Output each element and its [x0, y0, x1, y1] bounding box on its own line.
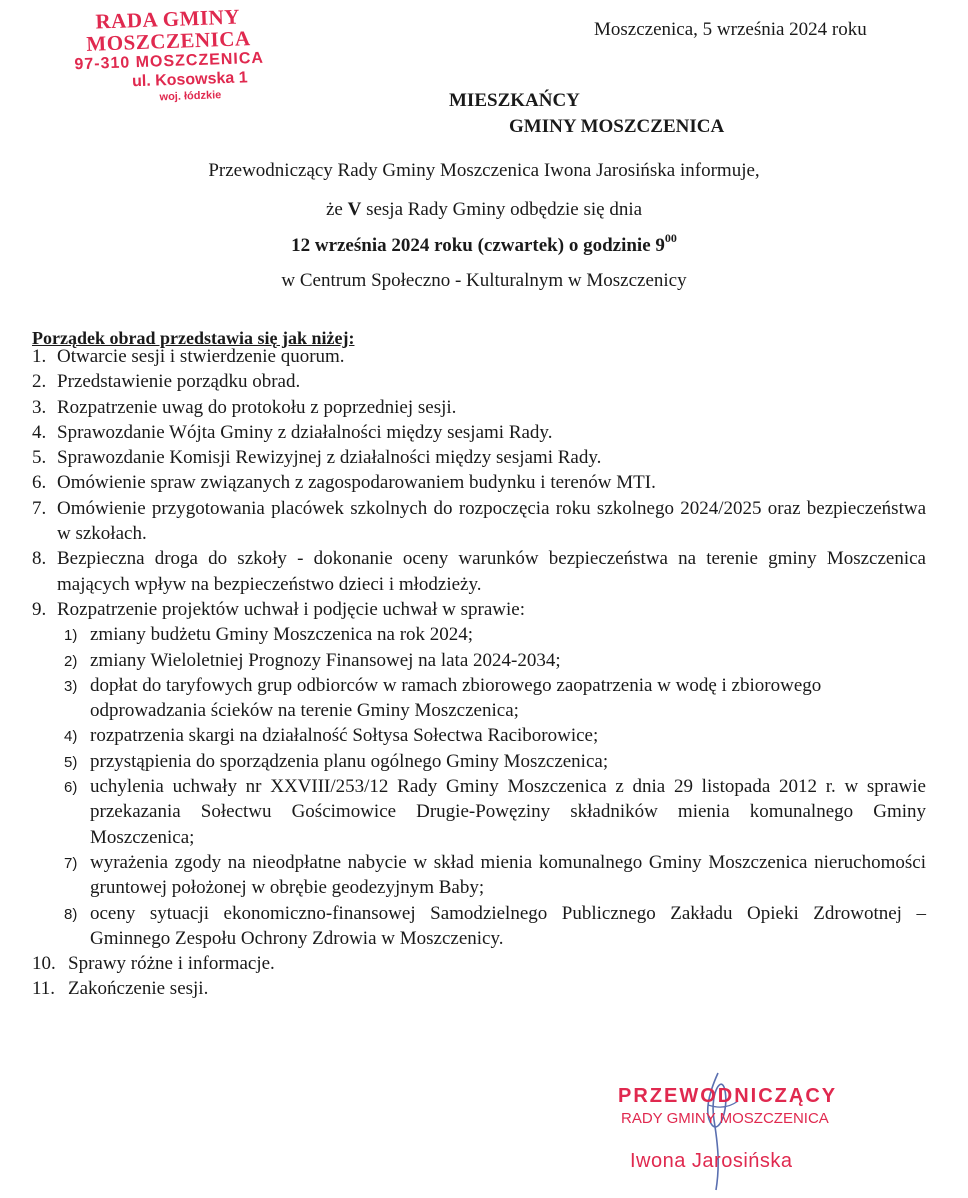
- subitem-text: dopłat do taryfowych grup odbiorców w ramach zbiorowego zaopatrzenia w wodę i zbiorowego odprowadzania ścieków na terenie Gminy Moszczenica;: [90, 674, 822, 722]
- item-text: Sprawozdanie Wójta Gminy z działalności między sesjami Rady.: [57, 421, 553, 443]
- stamp-line-3: ul. Kosowska 1: [131, 69, 248, 91]
- agenda-subitem: [32, 648, 926, 673]
- announcement-line-1: Przewodniczący Rady Gminy Moszczenica Iwona Jarosińska informuje,: [208, 160, 760, 181]
- item-number: 4.: [32, 421, 47, 443]
- agenda-subitem: [32, 850, 926, 901]
- subitem-number: 6): [64, 779, 78, 797]
- stamp-line-4: woj. łódzkie: [159, 89, 222, 104]
- agenda-subitem: [32, 622, 926, 647]
- stamp-line-1: RADA GMINY MOSZCZENICA: [85, 4, 251, 56]
- item-text: Bezpieczna droga do szkoły - dokonanie oceny warunków bezpieczeństwa na terenie gminy Moszczenica mających wpływ na bezpieczeństwo dzieci i młodzieży.: [57, 548, 926, 595]
- agenda-subitem: [32, 901, 926, 952]
- item-text: Otwarcie sesji i stwierdzenie quorum.: [57, 346, 345, 367]
- title-line-1: MIESZKAŃCY: [449, 90, 580, 111]
- title-line-2: GMINY MOSZCZENICA: [509, 116, 725, 137]
- agenda-item: [32, 420, 926, 445]
- agenda-heading: Porządek obrad przedstawia się jak niżej:: [32, 328, 355, 348]
- item-text: Omówienie przygotowania placówek szkolnych do rozpoczęcia roku szkolnego 2024/2025 oraz bezpieczeństwa w szkołach.: [57, 497, 926, 545]
- item-number: 8.: [32, 548, 47, 570]
- agenda-item: [32, 369, 926, 394]
- subitem-text: oceny sytuacji ekonomiczno-finansowej Samodzielnego Publicznego Zakładu Opieki Zdrowotnej – Gminnego Zespołu Ochrony Zdrowia w Moszczenicy.: [90, 902, 926, 949]
- item-number: 7.: [32, 497, 47, 519]
- subitem-text: wyrażenia zgody na nieodpłatne nabycie w skład mienia komunalnego Gminy Moszczenica nieruchomości gruntowej położonej w obrębie geodezyjnym Baby;: [90, 851, 926, 899]
- agenda-item: [32, 344, 926, 369]
- item-text: Sprawy różne i informacje.: [68, 953, 275, 975]
- item-number: 10.: [32, 953, 56, 975]
- council-stamp: [32, 3, 305, 108]
- item-number: 11.: [32, 978, 56, 1000]
- subitem-number: 1): [64, 627, 78, 645]
- agenda-item: [32, 496, 926, 547]
- agenda-subitem: [32, 673, 926, 724]
- session-number: V: [347, 199, 362, 220]
- subitem-text: rozpatrzenia skargi na działalność Sołtysa Sołectwa Raciborowice;: [90, 725, 599, 747]
- session-location: w Centrum Społeczno - Kulturalnym w Moszczenicy: [281, 270, 687, 291]
- subitem-number: 8): [64, 905, 78, 923]
- session-time-minutes: 00: [664, 231, 677, 245]
- item-text: Rozpatrzenie projektów uchwał i podjęcie uchwał w sprawie:: [57, 598, 525, 620]
- item-text: Omówienie spraw związanych z zagospodarowaniem budynku i terenów MTI.: [57, 472, 656, 494]
- subitem-number: 7): [64, 854, 78, 872]
- item-number: 9.: [32, 598, 47, 620]
- item-number: 6.: [32, 472, 47, 494]
- subitem-number: 5): [64, 753, 78, 771]
- session-date-text: 12 września 2024 roku (czwartek) o godzinie 9: [291, 235, 665, 256]
- chairman-stamp-council: RADY GMINY MOSZCZENICA: [621, 1110, 829, 1127]
- agenda-item: [32, 546, 926, 597]
- agenda-subitem: [32, 749, 926, 774]
- agenda-list: [32, 344, 926, 1002]
- item-number: 1.: [32, 346, 47, 367]
- item-number: 3.: [32, 396, 47, 418]
- chairman-stamp-name: Iwona Jarosińska: [630, 1150, 793, 1172]
- item-text: Zakończenie sesji.: [68, 978, 209, 1000]
- item-number: 5.: [32, 447, 47, 469]
- place-date: Moszczenica, 5 września 2024 roku: [594, 19, 867, 40]
- subitem-number: 4): [64, 728, 78, 746]
- agenda-item: [32, 976, 926, 1001]
- chairman-stamp-title: PRZEWODNICZĄCY: [618, 1085, 838, 1107]
- subitem-text: uchylenia uchwały nr XXVIII/253/12 Rady Gminy Moszczenica z dnia 29 listopada 2012 r. w sprawie przekazania Sołectwu Gościmowice Drugie-Powęziny składników mienia komunalnego Gminy Moszczenica;: [90, 776, 926, 848]
- agenda-item: [32, 445, 926, 470]
- item-number: 2.: [32, 371, 47, 393]
- agenda-item: [32, 597, 926, 622]
- subitem-text: zmiany budżetu Gminy Moszczenica na rok 2024;: [90, 624, 474, 646]
- line2-suffix: sesja Rady Gminy odbędzie się dnia: [361, 199, 643, 220]
- subitem-number: 2): [64, 652, 78, 670]
- subitem-text: przystąpienia do sporządzenia planu ogólnego Gminy Moszczenica;: [90, 750, 609, 772]
- agenda-item: [32, 951, 926, 976]
- agenda-subitem: [32, 723, 926, 748]
- agenda-subitem: [32, 774, 926, 850]
- item-text: Sprawozdanie Komisji Rewizyjnej z działalności między sesjami Rady.: [57, 447, 602, 469]
- subitem-text: zmiany Wieloletniej Prognozy Finansowej na lata 2024-2034;: [90, 649, 561, 671]
- subitem-number: 3): [64, 677, 78, 695]
- item-text: Przedstawienie porządku obrad.: [57, 371, 301, 393]
- agenda-item: [32, 470, 926, 495]
- stamp-line-2: 97-310 MOSZCZENICA: [74, 49, 265, 74]
- announcement-line-2: [0, 199, 968, 221]
- agenda-item: [32, 395, 926, 420]
- line2-prefix: że: [325, 199, 348, 220]
- session-date: [0, 231, 968, 257]
- item-text: Rozpatrzenie uwag do protokołu z poprzedniej sesji.: [57, 396, 457, 418]
